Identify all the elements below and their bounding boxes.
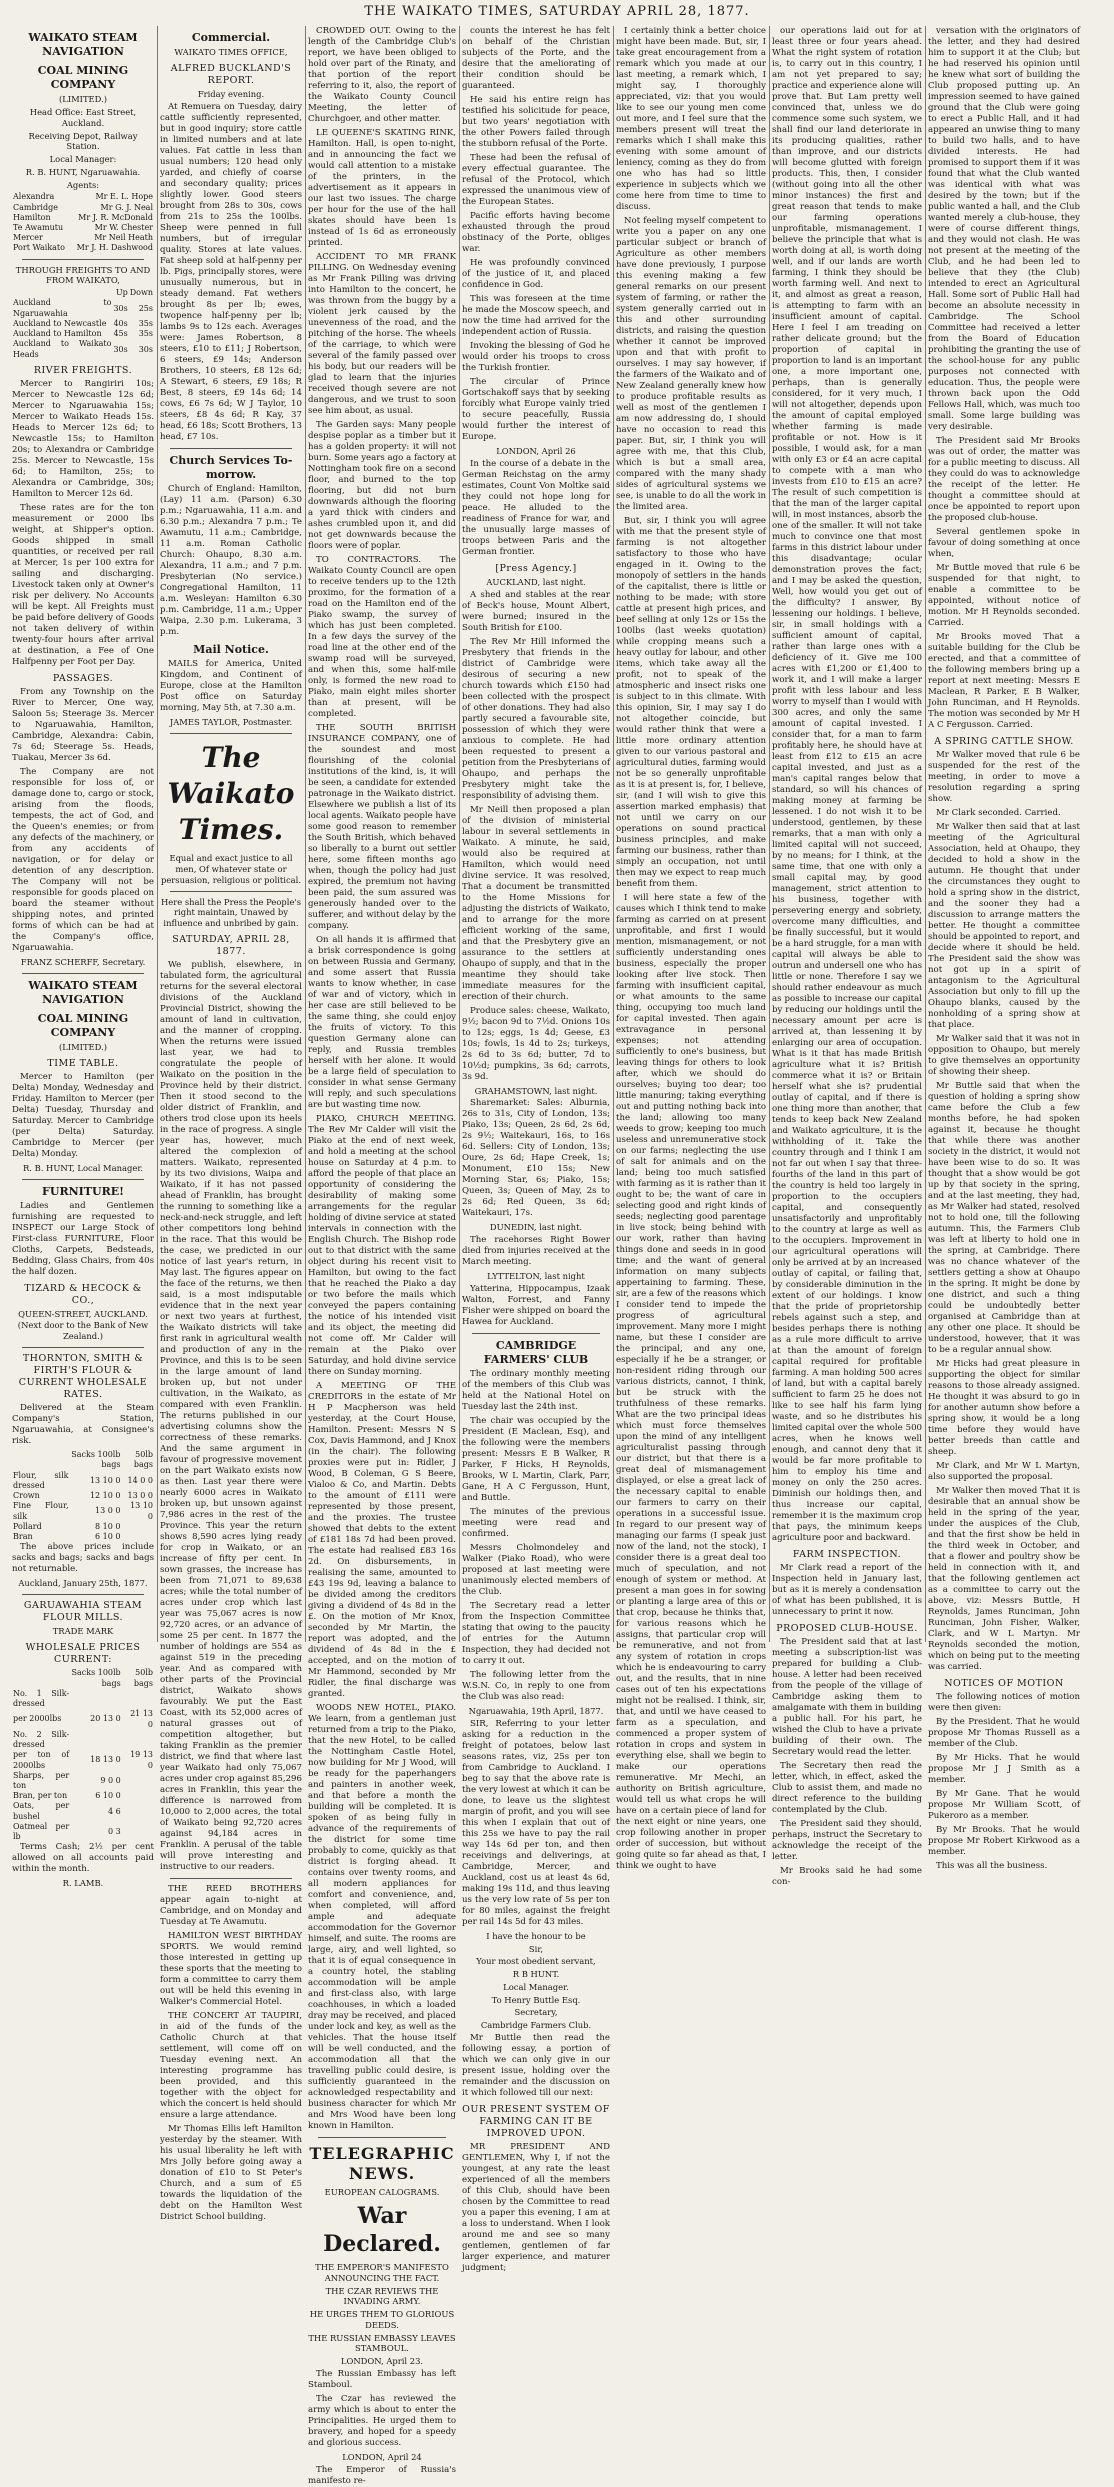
column-5 (616, 26, 766, 1871)
table-cell: Up (115, 288, 128, 298)
thornton-note: Delivered at the Steam Company's Station, Ngaruawahia, at Consignee's risk. (12, 1403, 154, 1447)
table-cell: Alexandra (13, 192, 55, 202)
masthead: THE WAIKATO TIMES, SATURDAY APRIL 28, 1877. (364, 4, 750, 19)
notice-p3: By Mr Hicks. That he would propose Mr J J Smith as a member. (928, 1753, 1080, 1786)
produce-item: Produce sales: cheese, Waikato, 9½; bacon 9d to 7½d. Onions 10s to 12s; eggs, 1s 4d; Geese, £3 10s; fowls, 1s 4d to 2s; turkeys, 2s 6d to 3s 6d; butter, 7d to 10½d; pumpkins, 3s 6d; carrots, 3s 9d. (462, 1005, 610, 1082)
taupiri-concert-item: THE CONCERT AT TAUPIRI, in aid of the funds of the Catholic Church at that settlement, will come off on Tuesday evening next. An interesting programme has been provided, and this together with the object for which the concert is held should ensure a large attendance. (160, 2011, 302, 2121)
table-cell: 45s (113, 329, 128, 339)
table-row (12, 1450, 154, 1470)
column-6 (772, 26, 922, 1888)
table-cell: Sacks 100lb bags (71, 1450, 121, 1470)
show-p4: Mr Walker said that it was not in opposition to Ohaupo, but merely to give themselves an opportunity of showing their sheep. (928, 1034, 1080, 1078)
insurance-item: THE SOUTH BRITISH INSURANCE COMPANY, one of the soundest and most flourishing of the colonial institutions of the kind, is, it will be seen, a candidate for extended patronage in the Waikato district. Elsewhere we publish a list of its local agents. Waikato people have some good reason to remember the South British, which behaved so liberally to a burnt out settler here, some fifteen months ago when, though the policy had just expired, the premium not having been paid, the sum assured was generously handed over to the sufferer, and without delay by the company. (308, 723, 456, 931)
letter-sir: Sir, (528, 1943, 544, 1954)
timetable-title: TIME TABLE. (47, 1057, 119, 1069)
table-cell: 18 13 0 (90, 1755, 121, 1765)
manager-name: R. B. HUNT, Ngaruawahia. (25, 166, 141, 177)
subhead-4: THE RUSSIAN EMBASSY LEAVES STAMBOUL. (308, 2332, 456, 2354)
table-row (12, 1801, 154, 1821)
notice-p6: This was all the business. (936, 1861, 1048, 1872)
telegram-3: The Emperor of Russia's manifesto re- (308, 2464, 456, 2486)
table-row (12, 1522, 154, 1532)
trade-mark: TRADE MARK (52, 1626, 114, 1637)
table-cell: Sharps, per ton (13, 1770, 70, 1790)
essay-p6: our operations laid out for at least three or four years ahead. What the right system of rotation is, to carry out in this country, I am not yet prepared to say; practice and experience alone will prove that. But Lam pretty well convinced that, unless we do commence some such system, we shall find our land deteriorate in its producing qualities, rather than improve, and our districts will become glutted with foreign products. This, then, I consider (without going into all the other minor instances) the first and great reason that tends to make our farming operations unprofitable, mismanagement. I believe the principle that what is worth doing at all, is worth doing well, and if our lands are worth farming, I think they should be worth farming well. And next to it, and almost as great a reason, is attempting to farm with an insufficient amount of capital. Here I feel I am treading on rather delicate ground; but the proportion of capital in proportion to land is an important one, a more important one, perhaps, than is generally considered, for it very much, I will not altogether, depends upon the amount of capital employed whether farming is made profitable or not. How is it possible, I would ask, for a man with only £3 or £4 an acre capital to compete with a man who invests from £10 to £15 an acre? The result of such competition is that the man of the larger capital will, in most instances, absorb the one of the smaller. It will not take much to convince one that most farms in this district labour under this disadvantage; ocular demonstration proves the fact; and I may be asked the question, Well, how would you get out of the difficulty? I answer, By lessening our holdings. I believe, sir, in small holdings with a sufficient amount of capital, rather than large ones with a deficiency of it. Give me 100 acres with £1,200 or £1,400 to work it, and I will make a larger profit with less labour and less worry to myself than I would with 300 acres, and only the same amount of capital invested. I consider that, for a man to farm profitably here, he should have at least from £12 to £15 an acre capital invested, and just as a man's capital ranges below that standard, so will his chances of making money at farming be lessened. I do not wish it to be understood, gentlemen, by these remarks, that a man with only a limited capital will not succeed, by no means; for I think, at the same time, that one with only a small capital may, by good management, strict attention to his business, together with persevering energy and sobriety, overcome many difficulties, and be finally successful, but it would be a hard struggle, for a man with capital will always be able to outrun and undersell one who has little or none. Therefore I say we should rather endeavour as much as possible to increase our capital by reducing our holdings until the necessary amount per acre is arrived at, than lessening it by enlarging our area of occupation. What is it that has made British agriculture what it is? British commerce what it is? or Britain herself what she is? prudential outlay of capital, and if there is one thing more than another, that tends to keep back New Zealand and Waikato agriculture, it is the withholding of it. Take the country through and I think I am not far out when I say that three-fourths of the land in this part of the country is held too largely in proportion to the occupiers capital, and consequently unsatisfactorily and unprofitably to the country at large as well as to the occupiers. Improvement in our agricultural operations will only be arrived at by an increased outlay of capital, or failing that, by considerable diminution in the extent of our holdings. I know that the pride of proprietorship rebels against such a step, and besides perhaps there is nothing as a rule more difficult to arrive at than the amount of foreign capital required for profitable farming. A man holding 500 acres of land, but with a capital barely sufficient to farm 25 he does not like to see half his farm lying waste, and so he distributes his limited capital over the whole 500 acres, when he knows well enough, and cannot deny that it would be far more profitable to him to employ his time and money on only the 250 acres. Diminish our holdings then, and thus increase our capital, remember it is the maximum crop that pays, the minimum keeps agriculture poor and backward. (772, 26, 922, 1543)
letter-date: Ngaruawahia, 19th April, 1877. (468, 1706, 604, 1717)
essay-p5: I will here state a few of the causes which I think tend to make farming as carried on at present unprofitable, and first I would mention, mismanagement, or not sufficiently understanding ones business, especially the proper looking after live stock. Then farming with insufficient capital, or what amounts to the same thing, occupying too much land for capital invested. Then again extravagance in personal expenses; not attending sufficiently to one's business, but leaving things for others to look after, which we should do ourselves; buying too dear; too little manuring; taking everything out and putting nothing back into the land; allowing too many weeds to grow; keeping too much useless and unremunerative stock on our farms; neglecting the use of salt for animals and on the land; being too much satisfied with farming as it is rather than it ought to be; the want of care in selecting good and right kinds of seeds; neglecting good parentage in live stock; being behind with our work, rather than having things done and seeds in in good time; and the want of general information on many subjects appertaining to farming. These, sir, are a few of the reasons which I consider tend to impede the progress of agricultural improvement. Many more I might name, but these I consider are the principal, and any one, especially if he be a stranger, or non-resident riding through our various districts, cannot, I think, but be struck with the truthfulness of these remarks. What are the two principal ideas which must force themselves upon the mind of any intelligent agriculturalist passing through our district, but that there is a great deal of mismanagement displayed, or else a great lack of the necessary capital to enable our farmers to carry on their operations in a successful issue. In regard to our present way of managing our farms (I speak just now of the land, not the stock), I consider there is a great deal too much of speculation, and not enough of system or method. At present a man goes in for sowing or planting a large area of this or that crop, because he thinks that, for various reasons which he assigns, that particular crop will be remunerative, and not from any system of rotation in crops which he is endeavouring to carry out, and the results, that in nine cases out of ten his expectations might not be realised. I think, sir, that, and until we have ceased to farm as a speculation, and commenced a proper system of rotation in crops and system in everything else, shall we begin to make our operations remunerative. Mr Mechi, an authority on British agriculture, would tell us what crops he will have on a certain piece of land for the next eight or nine years, one crop following another in proper order of succession, but without going quite so far ahead as that, I think we ought to have (616, 893, 766, 1871)
table-cell: Te Awamutu (13, 223, 64, 233)
table-cell: 13 10 0 (130, 1501, 153, 1521)
table-cell: Pollard (13, 1521, 42, 1531)
ellis-item: Mr Thomas Ellis left Hamilton yesterday by the steamer. With his usual liberality he left with Mrs Jolly before going away a donation of £10 to St Peter's Church, and a sum of £5 towards the liquidation of the debt on the Hamilton West District School building. (160, 2124, 302, 2223)
clubhouse-p3: The President said they should, perhaps, instruct the Secretary to acknowledge the receipt of the letter. (772, 1819, 922, 1863)
table-cell (122, 1791, 154, 1801)
table-cell: Fine Flour, silk (13, 1501, 69, 1521)
dateline-lyttelton: LYTTELTON, last night (487, 1271, 585, 1282)
show-p8: Mr Walker then moved That it is desirable that an annual show be held in the spring of the year, under the auspices of the Club, and that the first show be held in the third week in October, and that a flower and poultry show be held in connection with it, and that the following gentlemen act as a committee to carry out the above, viz: Messrs Buttle, H Reynolds, James Runciman, John Runciman, John Fisher, Walker, Clark, and W L Martyn. Mr Reynolds seconded the motion, which on being put to the meeting was carried. (928, 1486, 1080, 1673)
telegram-2: The Czar has reviewed the army which is about to enter the Principalities. He urged them to bravery, and hoped for a speedy and glorious success. (308, 2393, 456, 2448)
table-cell (12, 288, 112, 298)
leader-article: We publish, elsewhere, in tabulated form, the agricultural returns for the several electoral divisions of the Auckland Provincial District, showing the amount of land in cultivation, and the manner of cropping. When the returns were issued last year, we had to congratulate the people of Waikato on the position in the Province held by their district. Then it stood second to the older district of Franklin, and others trod close upon its heels in the race of progress. A single year has, however, much altered the complexion of matters. Waikato, represented by its two divisions, Waipa and Waikato, if it has not passed ahead of Franklin, has brought the running to something like a neck-and-neck struggle, and left other competitors long behind in the race. That this would be the case, we predicted in our notice of last year's return, in May last. The figures appear on the face of the returns, we then said, is a most indisputable evidence that in the next year or next two years at furthest, the Waikato districts will take first rank in agricultural wealth and production of any in the Province, and this is to be seen in the large amount of land broken up, but not under cultivation, in the Waikato, as compared with even Franklin. The returns published in our advertising columns show the correctness of these remarks. And the same argument in favour of progressive movement on the part Waikato exists now as then. Last year there were nearly 6000 acres in Waikato broken up, but unsown against 7,986 acres in the rest of the Province. This year the return shows 8,590 acres lying ready for crop in Waikato, or an increase of fifty per cent. In sown grasses, the increase has been from 71,071 to 89,638 acres; while the total number of acres under crop which last year was 75,067 acres is now 92,720 acres, or an advance of some 25 per cent. In 1877 the number of holdings are 554 as against 519 in the preceding year. And as compared with other parts of the Provincial district, Waikato shows favourably. We put the East Coast, with its 52,000 acres of natural grasses out of competition altogether, but taking Franklin as the premier district, we find that where last year Waikato had only 75,067 acres under crop against 85,296 acres in Franklin, this year the difference is narrowed from 10,000 to 2,000 acres, the total of Waikato being 92,720 acres against 94,184 acres in Franklin. A perusal of the table will prove interesting and instructive to our readers. (160, 960, 302, 1873)
table-cell: Mr W. Chester (94, 223, 153, 233)
club-p3: The minutes of the previous meeting were read and confirmed. (462, 1507, 610, 1540)
local-manager-signature: R. B. HUNT, Local Manager. (22, 1163, 144, 1174)
table-row (12, 298, 154, 318)
table-cell: Oats, per bushel (13, 1801, 70, 1821)
clubhouse-p5: versation with the originators of the letter, and they had desired him to support it at the Club; but he had reserved his opinion until he knew what sort of building the Club proposed putting up. An impression seemed to have gained ground that the Club were going to erect a Public Hall, and it had appeared an unwise thing to many to build two halls, and to have divided interests. He had promised to support them if it was found that what the Club wanted was identical with what was desired by the town; but if the public wanted a hall, and the Club wanted merely a club-house, they were of course different things, and they would not clash. He was not present at the meeting of the Club, and he had been led to believe that they (the Club) intended to erect an Agricultural Hall. Some sort of Public Hall had become an absolute necessity in Cambridge. The School Committee had received a letter from the Board of Education prohibiting the granting the use of the school-house for any public purposes not connected with education. Thus, the people were thrown back upon the Odd Fellows Hall, which, was much too small. Some large building was very desirable. (928, 26, 1080, 432)
clubhouse-p1: The President said that at last meeting a subscription-list was prepared for building a Club-house. A letter had been received from the people of the village of Cambridge asking them to amalgamate with them in building a public hall. For his part, he wished the Club to have a private building of their own. The Secretary would read the letter. (772, 1637, 922, 1758)
table-row (12, 1501, 154, 1521)
table-cell (121, 1522, 154, 1532)
thornton-title: THORNTON, SMITH & FIRTH'S FLOUR & CURRENT WHOLESALE RATES. (18, 1352, 148, 1400)
manifesto-4: Pacific efforts having become exhausted through the proud obstinacy of the Porte, obliges war. (462, 211, 610, 254)
table-cell: Auckland to Waikato Heads (13, 339, 112, 359)
table-cell: 8 10 0 (95, 1521, 121, 1531)
table-cell: 40s (113, 318, 128, 328)
newspaper-motto: Equal and exact justice to all men, Of whatever state or persuasion, religious or political. (160, 853, 302, 885)
clubhouse-p8: Mr Buttle moved that rule 6 be suspended for that night, to enable a committee to be appointed, without notice of motion. Mr H Reynolds seconded. Carried. (928, 563, 1080, 628)
dateline-auckland: AUCKLAND, last night. (486, 576, 586, 587)
show-p2: Mr Clark seconded. Carried. (936, 808, 1061, 819)
letter-club: Cambridge Farmers Club. (480, 2020, 592, 2031)
table-cell: 13 10 0 (89, 1475, 121, 1485)
table-row (12, 203, 154, 213)
manifesto-3: These had been the refusal of every effectual guarantee. The refusal of the Protocol, which expressed the unanimous view of the European States. (462, 153, 610, 207)
table-cell: Oatmeal per lb (13, 1821, 70, 1842)
table-cell: 50lb bags (133, 1450, 153, 1470)
flour-date: Auckland, January 25th, 1877. (18, 1578, 148, 1589)
newspaper-title: The Waikato Times. (167, 740, 295, 846)
fire-item: A shed and stables at the rear of Beck's house, Mount Albert, were burned; insured in the South British for £100. (462, 589, 610, 633)
show-p5: Mr Buttle said that when the question of holding a spring show came before the Club a few months before, he had spoken against it, because he thought that while there was another society in the district, it would not have been wise to do so. It was thought that a show would be got up by that society in the spring, and at the last meeting, they had, as Mr Walker had stated, resolved not to hold one, till the following autumn. This, the Farmers Club was left at liberty to hold one in the spring, at Cambridge. There was no chance whatever of the settlers getting a show at Ohaupo in the spring. It might be done by one district, and such a thing could be undoubtedly better organised at Cambridge than at any other one place. It should be understood, however, that it was to be a regular annual show. (928, 1081, 1080, 1356)
flour-table (12, 1450, 154, 1542)
passages-body: From any Township on the River to Mercer, One way, Saloon 5s; Steerage 3s. Mercer to Ngaruawahia, Hamilton, Cambridge, Alexandra: Cabin, 7s 6d; Steerage 5s. Heads, Tuakau, Mercer 3s 6d. (12, 687, 154, 764)
war-declared-headline: War Declared. (323, 2202, 441, 2257)
letter-secretary: Secretary, (514, 2007, 558, 2018)
table-cell: 13 0 0 (95, 1506, 121, 1516)
clubhouse-p7: Several gentlemen spoke in favour of doing something at once when, (928, 527, 1080, 559)
table-row (12, 1668, 154, 1688)
mail-title: Mail Notice. (193, 643, 269, 657)
notice-p1: The following notices of motion were then given: (928, 1692, 1080, 1714)
column-4 (462, 26, 610, 2274)
table-row (12, 288, 154, 298)
table-cell (122, 1730, 154, 1750)
table-cell: Down (129, 288, 153, 298)
agents-heading: Agents: (66, 179, 100, 190)
table-cell: 14 0 0 (127, 1475, 153, 1485)
column-3 (308, 26, 456, 2486)
piako-church-item: PIAKO, CHURCH MEETING. The Rev Mr Calder will visit the Piako at the end of next week, and hold a meeting at the school house on Saturday at 4 p.m. to afford the people of that place an opportunity of considering the desirability of making some arrangements for the regular holding of divine service at stated intervals in connection with the English Church. The Bishop rode out to that district with the same object during his recent visit to Hamilton, but owing to the fact that he reached the Piako a day or two before the mails which conveyed the papers containing the notice of his intended visit and its object, the meeting did not come off. Mr Calder will remain at the Piako over Saturday, and hold divine service there on Sunday morning. (308, 1114, 456, 1377)
dateline-grahamstown: GRAHAMSTOWN, last night. (474, 1085, 598, 1096)
table-cell: Mr G. J. Neal (100, 202, 153, 212)
flour-note: The above prices include sacks and bags; sacks and bags not returnable. (12, 1542, 154, 1575)
letter-manager: Local Manager. (503, 1981, 569, 1992)
club-p4: Messrs Cholmondeley and Walker (Piako Road), who were proposed at last meeting were unanimously elected members of the Club. (462, 1543, 610, 1598)
table-cell: Mr E. L. Hope (95, 192, 153, 202)
commercial-title: Commercial. (191, 31, 271, 44)
company-notice: The Company are not responsible for loss of, or damage done to, cargo or stock, arising from the floods, tempests, the act of God, and the Queen's enemies; or from any defects of the machinery, or from any accidents of navigation, or for delay or detention of any description. The Company will not be responsible for goods placed on board the steamer without shipping notes, and printed forms of which can be had at the Company's office, Ngaruawahia. (12, 767, 154, 954)
table-cell: 19 13 0 (130, 1750, 153, 1770)
farm-inspection-body: Mr Clark read a report of the Inspection held in January last, but as it is merely a condensation of what has been published, it is unnecessary to print it now. (772, 1563, 922, 1618)
table-cell: 30s (138, 344, 153, 354)
table-cell (70, 1689, 121, 1709)
press-motto: Here shall the Press the People's right maintain, Unawed by influence and unbribed by gain. (160, 896, 302, 929)
table-row (12, 1822, 154, 1842)
table-row (12, 1730, 154, 1750)
table-cell: 35s (138, 329, 153, 339)
notices-title: NOTICES OF MOTION (944, 1678, 1064, 1690)
church-services: Church of England: Hamilton, (Lay) 11 a.m. (Parson) 6.30 p.m.; Ngaruawahia, 11 a.m. and 6.30 p.m.; Alexandra 7 p.m.; Te Awamutu, 11 a.m.; Cambridge, 11 a.m. Roman Catholic Church: Ohaupo, 8.30 a.m. Alexandra, 11 a.m.; and 7 p.m. Presbyterian (No service.) Congregational Hamilton, 11 a.m. Wesleyan: Hamilton 6.30 p.m. Cambridge, 11 a.m.; Upper Waipa, 2.30 p.m. Lukerama, 3 p.m. (160, 484, 302, 638)
pilling-accident-item: ACCIDENT TO MR FRANK PILLING. On Wednesday evening as Mr Frank Pilling was driving into Hamilton to the concert, he was thrown from the buggy by a violent jerk caused by the unevenness of the road, and the pitching of the horse. The wheels of the carriage, to which were several of the family passed over his body, but our readers will be glad to learn that the injuries received though severe are not dangerous, and we trust to soon see him about, as usual. (308, 252, 456, 416)
wholesale-title: WHOLESALE PRICES CURRENT: (25, 1642, 141, 1666)
table-cell: 4 6 (107, 1806, 121, 1816)
table-row (12, 213, 154, 223)
table-cell: Flour, silk dressed (13, 1470, 69, 1490)
table-cell (122, 1801, 154, 1821)
club-p6: The following letter from the W.S.N. Co, in reply to one from the Club was also read: (462, 1670, 610, 1703)
table-row (12, 1491, 154, 1501)
letter-to: To Henry Buttle Esq. (491, 1994, 581, 2005)
manifesto-5: He was profoundly convinced of the justice of it, and placed confidence in God. (462, 258, 610, 290)
skating-rink-item: LE QUEENE'S SKATING RINK, Hamilton. Hall, is open to-night, and in announcing the fact we would call attention to a mistake of the printers, in the advertisement as it appears in our last two issues. The charge per hour for the use of the hall skates should have been 1s instead of 1s 6d as erroneously printed. (308, 128, 456, 248)
essay-p1: MR PRESIDENT AND GENTLEMEN, Why I, if not the youngest, at any rate the least experienced of all the members of this Club, should have been chosen by the Committee to read you a paper this evening, I am at a loss to understand. When I look around me and see so many gentlemen, gentlemen of far larger experience, and maturer judgment; (462, 2142, 610, 2274)
local-manager-label: Local Manager: (49, 154, 117, 165)
letter-servant: Your most obedient servant, (476, 1956, 596, 1967)
european-calograms: EUROPEAN CALOGRAMS. (324, 2186, 440, 2197)
telegraphic-title: TELEGRAPHIC NEWS. (309, 2144, 455, 2184)
essay-p3: Not feeling myself competent to write you a paper on any one particular subject or branch of Agriculture as other members have done previously, I purpose this evening making a few general remarks on our present system of farming, or rather the system generally carried out in this and other surrounding districts, and raising the question whether it cannot be improved upon and that with profit to ourselves. I may say however, if the farmers of the Waikato and of New Zealand generally knew how to produce profitable results as well as most of the gentlemen I am now addressing do, I should have no occasion to read this paper. But, sir, I think you will agree with me, that this Club, which is but a small area, compared with the many shady sides of agricultural systems we see, is unable to do all the work in the limited area. (616, 216, 766, 512)
table-cell: 6 10 0 (95, 1532, 121, 1542)
reed-brothers-item: THE REED BROTHERS appear again to-night at Cambridge, and on Monday and Tuesday at Te Awamutu. (160, 1884, 302, 1928)
notice-p5: By Mr Brooks. That he would propose Mr Robert Kirkwood as a member. (928, 1825, 1080, 1858)
crowded-out-item: CROWDED OUT. Owing to the length of the Cambridge Club's report, we have been obliged to hold over part of the Rinaty, and that portion of the report referring to it, also, the report of the Waikato County Council Meeting, the letter of Churchgoer, and other matter. (308, 26, 456, 124)
show-p6: Mr Hicks had great pleasure in supporting the object for similar reasons to those already assigned. He thought it was absurd to go in for another autumn show before a spring show, it would be a long time before they would have better breeds than cattle and sheep. (928, 1359, 1080, 1458)
subhead-1: THE EMPEROR'S MANIFESTO ANNOUNCING THE FACT. (315, 2262, 449, 2283)
show-p7: Mr Clark, and Mr W L Martyn, also supported the proposal. (928, 1461, 1080, 1483)
wholesale-table (12, 1668, 154, 1842)
steam-nav-title: WAIKATO STEAM NAVIGATION (28, 31, 138, 59)
table-cell: Sacks 100lb bags (71, 1668, 121, 1688)
clubhouse-p9: Mr Brooks moved That a suitable building for the Club be erected, and that a committee of the following members bring up a report at next meeting: Messrs E Maclean, R Parker, E B Walker, John Runciman, and H Reynolds. The motion was seconded by Mr H A C Fergusson. Carried. (928, 632, 1080, 730)
moltke-item: In the course of a debate in the German Reichstag on the army estimates, Count Von Moltke said they could not hope long for peace. He alluded to the readiness of France for war, and the unusually large masses of troops between Paris and the German frontier. (462, 458, 610, 557)
table-row (12, 233, 154, 243)
manifesto-8: The circular of Prince Gortschakoff says that by seeking forcibly what Europe vainly tried to secure peacefully, Russia would further the interest of Europe. (462, 377, 610, 442)
column-rule (305, 26, 306, 1642)
issue-date: SATURDAY, APRIL 28, 1877. (172, 933, 290, 958)
manifesto-1: counts the interest he has felt on behalf of the Christian subjects of the Porte, and the desire that the ameliorating of their condition should be guaranteed. (462, 26, 610, 91)
table-cell: 35s (138, 318, 153, 328)
essay-title: OUR PRESENT SYSTEM OF FARMING CAN IT BE IMPROVED UPON. (462, 2103, 610, 2140)
table-cell: 21 13 0 (130, 1709, 153, 1729)
notice-p2: By the President. That he would propose Mr Thomas Russell as a member of the Club. (928, 1717, 1080, 1750)
column-rule (157, 26, 158, 1642)
club-p7: Mr Buttle then read the following essay, a portion of which we can only give in our present issue, holding over the remainder and the discussion on it which followed till our next: (462, 2032, 610, 2098)
table-row (12, 329, 154, 339)
coal-company-title: COAL MINING COMPANY (37, 64, 129, 92)
table-cell: Port Waikato (13, 243, 65, 253)
notice-p4: By Mr Gane. That he would propose Mr William Scott, of Pukeroro as a member. (928, 1789, 1080, 1822)
table-cell (122, 1822, 154, 1842)
contractors-item: TO CONTRACTORS. The Waikato County Council are open to receive tenders up to the 12th proximo, for the formation of a road on the Hamilton end of the Piako swamp, the survey of which has just been completed. In a few days the survey of the road line at the other end of the swamp road will be surveyed, and when this, some half-mile only, is formed the new road to Piako, main eight miles shorter than at present, will be completed. (308, 555, 456, 719)
telegram-1: The Russian Embassy has left Stamboul. (308, 2368, 456, 2390)
mail-notice: MAILS for America, United Kingdom, and Continent of Europe, close at the Hamilton Post office on Saturday morning, May 5th, at 7.30 a.m. (160, 659, 302, 714)
table-cell: Bran (13, 1532, 33, 1542)
letter-close: I have the honour to be (486, 1930, 586, 1941)
table-row (12, 1771, 154, 1791)
table-row (12, 1689, 154, 1709)
freights-table (12, 288, 154, 360)
club-p5: The Secretary read a letter from the Inspection Committee stating that owing to the paucity of entries for the Autumn Inspection, they had decided not to carry it out. (462, 1601, 610, 1667)
racehorse-item: The racehorses Right Bower died from injuries received at the March meeting. (462, 1235, 610, 1268)
club-p2: The chair was occupied by the President (E Maclean, Esq), and the following were the members present: Messrs E B Walker, R Parker, F Hicks, H Reynolds, Brooks, W L Martin, Clark, Parr, Gane, H A C Fergusson, Hunt, and Buttle. (462, 1416, 610, 1504)
table-cell: Crown (13, 1491, 40, 1501)
table-cell: Mercer (13, 233, 43, 243)
postmaster-signature: JAMES TAYLOR, Postmaster. (169, 717, 293, 728)
clubhouse-p4: Mr Brooks said he had some con- (772, 1866, 922, 1888)
table-cell: 0 3 (107, 1827, 121, 1837)
table-row (12, 1532, 154, 1542)
farm-inspection-title: FARM INSPECTION. (792, 1549, 902, 1560)
table-cell: Mr J. H. Dashwood (76, 243, 153, 253)
russia-item: On all hands it is affirmed that a brisk correspondence is going on between Russia and Germany, and some assert that Russia wants to know whether, in case of war and of victory, which in her case are still believed to be the same thing, she could enjoy the fruits of victory. To this question Germany alone can reply, and Russia trembles herself with her alone. It would be a large field of speculation to consider in what sense Germany will reply, and such speculations are but wasting time now. (308, 935, 456, 1110)
table-row (12, 319, 154, 329)
lamb-signature: R. LAMB. (62, 1878, 104, 1889)
shipping-item: Yatterina, Hippocampus, Izaak Walton, Forrest, and Fanny Fisher were shipped on board the Hawea for Auckland. (462, 1283, 610, 1327)
church-title: Church Services To-morrow. (169, 453, 293, 481)
show-p1: Mr Walker moved that rule 6 be suspended for the rest of the meeting, in order to move a resolution regarding a spring show. (928, 750, 1080, 805)
river-freights-title: RIVER FREIGHTS. (33, 364, 133, 376)
table-cell: Auckland to Ngaruawahia (13, 298, 112, 318)
table-cell: 30s (113, 303, 128, 313)
receiving-depot: Receiving Depot, Railway Station. (28, 130, 138, 152)
timetable-body: Mercer to Hamilton (per Delta) Monday, Wednesday and Friday. Hamilton to Mercer (per Delta) Tuesday, Thursday and Saturday. Mercer to Cambridge (per Delta) Saturday. Cambridge to Mercer (per Delta) Monday. (12, 1072, 154, 1160)
coal-company-title-2: COAL MINING COMPANY (37, 1012, 129, 1040)
table-cell: Auckland to Hamilton (13, 329, 102, 339)
letter-body: SIR, Referring to your letter asking for a reduction in the freight of potatoes, below last seasons rates, viz, 25s per ton from Cambridge to Auckland. I beg to say that the above rate is the very lowest at which it can be done, to leave us the slightest margin of profit, and you will see this when I explain that out of this 25s we have to pay the rail way 14s 6d per ton, and then receivings and deliverings, at Cambridge, Mercer, and Auckland, cost us at least 4s 6d, making 19s 11d, and thus leaving us the very low rate of 5s per ton for 80 miles, against the freight per rail 14s 5d for 43 miles. (462, 1718, 610, 1927)
table-cell (122, 1689, 154, 1709)
table-cell: per ton of 2000lbs (13, 1750, 70, 1770)
table-cell (12, 1668, 70, 1688)
table-cell: No. 2 Silk-dressed (13, 1729, 70, 1750)
passages-title: PASSAGES. (52, 673, 114, 685)
column-rule (459, 26, 460, 1642)
column-rule (925, 26, 926, 1642)
column-2 (160, 26, 302, 2223)
table-cell: 9 0 0 (100, 1775, 121, 1785)
buckland-report: At Remuera on Tuesday, dairy cattle sufficiently represented, but in good inquiry; store cattle in limited numbers and at late values. Fat cattle in less than usual numbers; 120 head only yarded, and chiefly of coarse and secondary quality; prices slightly lower. Good steers brought from 28s to 30s, cows from 21s to 25s the 100lbs. Sheep were penned in full numbers, but of irregular quality. Stores at late values. Fat sheep sold at half-penny per lb. Pigs, principally stores, were unusually numerous, but in steady demand. Fat wethers brought 8s per lb; ewes, twopence half-penny per lb; lambs 9s to 12s each. Averages were: James Robertson, 8 steers, £10 to £11; J Robertson, 6 steers, £9 14s; Anderson Brothers, 10 steers, £8 12s 6d; A Stewart, 6 steers, £9 18s; R Best, 8 steers, £9 14s 6d; 14 cows, £6 7s 6d; W J Taylor, 10 steers, £8 4s 6d; R Kay, 37 head, £6 18s; Scott Brothers, 13 head, £7 10s. (160, 101, 302, 442)
agents-table (12, 192, 154, 253)
dateline-dunedin: DUNEDIN, last night. (489, 1222, 583, 1233)
woods-hotel-item: WOODS NEW HOTEL, PIAKO. We learn, from a gentleman just returned from a trip to the Piako, that the new Hotel, to be called the Nottingham Castle Hotel, now building for Mr J Wood, will be ready for the paperhangers and painters in another week, and that before a month the building will be completed. It is spoken of as being fully in advance of the requirements of the district for some time probably to come, quickly as that district is forging ahead. It contains over twenty rooms, and all modern appliances for comfort and convenience, and, when completed, will afford ample and adequate accommodation for the Governor himself, and suite. The rooms are large, airy, and well lighted, so that it is of equal consequence in a country hotel, the stabling accommodation will be ample and first-class also, with large coachhouses, in which a loaded dray may be received, and placed under lock and key, as well as the vehicles. That the house itself will be well conducted, and the accommodation all that the travelling public could desire, is sufficiently guaranteed in the acknowledged respectability and business character for which Mr and Mrs Wood have been long known in Hamilton. (308, 1703, 456, 2131)
furniture-body: Ladies and Gentlemen furnishing are requested to INSPECT our Large Stock of First-class FURNITURE, Floor Cloths, Carpets, Bedsteads, Bedding, Glass Chairs, from 40s the half dozen. (12, 1200, 154, 1277)
limited-label: (LIMITED.) (58, 94, 108, 105)
furniture-title: FURNITURE! (42, 1184, 124, 1198)
presbytery-item: The Rev Mr Hill informed the Presbytery that friends in the district of Cambridge were desirous of securing a new church towards which £150 had been collected with the prospect of other donations. They had also partly secured a favourable site, possession of which they were anxious to complete. He had been requested to present a petition from the Presbyterians of Ohaupo, and perhaps the Presbytery might take the responsibility of advising them. (462, 636, 610, 801)
table-cell: Auckland to Newcastle (13, 318, 107, 328)
terms: Terms Cash; 2½ per cent allowed on all accounts paid within the month. (12, 1842, 154, 1875)
letter-signature: R B HUNT. (512, 1969, 560, 1980)
table-cell: 50lb bags (133, 1668, 153, 1688)
head-office: Head Office: East Street, Auckland. (29, 107, 137, 128)
table-row (12, 1471, 154, 1491)
farmers-club-title: CAMBRIDGE FARMERS' CLUB (483, 1338, 589, 1366)
table-row (12, 1750, 154, 1770)
mills-title: GARUAWAHIA STEAM FLOUR MILLS. (23, 1600, 143, 1624)
table-cell: 30s (113, 344, 128, 354)
table-row (12, 339, 154, 359)
essay-p4: But, sir, I think you will agree with me that the present style of farming is not altogether satisfactory to those who have engaged in it. Owing to the monopoly of settlers in the hands of the capitalist, there is little or nothing to be made; with store cattle at present high prices, and beef selling at only 12s or 15s the 100lbs (last weeks quotation) while cropping means such a heavy outlay for labour, and other items, which take away all the profit, not to speak of the atmospheric and insect risks one is subject to in this climate. With this opinion, Sir, I may say I do not altogether coincide, but would rather think that were a little more ordinary attention given to our various pastoral and agricultural duties, farming would not be so generally unprofitable as it is at present is, for, I believe, sir, (and I will wish to give this assertion marked emphasis) that not until we carry on our operations on sound practical business principles, and make farming our business, rather than simply an occupation, not until then may we expect to reap much benefit from them. (616, 516, 766, 889)
table-cell (121, 1532, 154, 1542)
table-cell (70, 1730, 121, 1750)
neill-item: Mr Neill then proposed a plan of the division of ministerial labour in several settlements in Waikato. A minute, he said, would also be required at Hamilton, which would need divine service. It was resolved, That a document be transmitted to the Home Missions for adjusting the districts of Waikato, and to arrange for the more efficient working of the same, and that the Presbytery give an assurance to the settlers at Ohaupo of supply, and that in the meantime they should take immediate measures for the erection of their church. (462, 804, 610, 1002)
table-cell: Bran, per ton (13, 1791, 68, 1801)
clubhouse-p6: The President said Mr Brooks was out of order, the matter was for a public meeting to discuss. All they could do was to acknowledge the receipt of the letter. He thought a committee should at once be appointed to report upon the proposed club-house. (928, 436, 1080, 523)
table-cell: per 2000lbs (13, 1714, 62, 1724)
dateline-2: LONDON, April 24 (342, 2451, 422, 2462)
table-cell (12, 1450, 70, 1470)
table-cell: Hamilton (13, 212, 51, 222)
cattle-show-title: A SPRING CATTLE SHOW. (934, 736, 1074, 747)
table-row (12, 192, 154, 202)
limited-label-2: (LIMITED.) (58, 1042, 108, 1053)
essay-p2: I certainly think a better choice might have been made. But, sir, I take great encouragement from a remark which you made at our last meeting, a remark which, I might say, I thoroughly appreciated, viz: that you would like to see our young men come out more, and I feel sure that the members present will treat the remarks which I shall make this evening with some amount of leniency, coming as they do from one who has had so little experience in subjects which we come here from time to time to discuss. (616, 26, 766, 212)
buckland-title: ALFRED BUCKLAND'S REPORT. (170, 62, 292, 86)
column-7 (928, 26, 1080, 1872)
table-cell (122, 1771, 154, 1791)
column-rule (613, 26, 614, 1642)
furniture-address: QUEEN-STREET, AUCKLAND. (Next door to the Bank of New Zealand.) (17, 1309, 149, 1341)
manifesto-7: Invoking the blessing of God he would order his troops to cross the Turkish frontier. (462, 341, 610, 373)
secretary-signature: FRANZ SCHERFF, Secretary. (20, 957, 146, 968)
table-cell: 20 13 0 (90, 1714, 121, 1724)
subhead-2: THE CZAR REVIEWS THE INVADING ARMY. (325, 2285, 439, 2307)
table-cell: 13 0 0 (127, 1491, 153, 1501)
table-cell: Cambridge (13, 202, 58, 212)
table-row (12, 1791, 154, 1801)
buckland-date: Friday evening. (197, 89, 265, 100)
river-freights-notes: These rates are for the ton measurement or 2000 lbs weight, at Shipper's option. Goods shipped in small quantities, or received per rail at Mercer, 1s per 100 extra for sailing and discharging. Livestock taken only at Owner's risk per delivery. No Accounts will be kept. All Freights must be paid before delivery of Goods not taken delivery of within twenty-four hours after arrival at destination, a Fee of One Halfpenny per Foot per Day. (12, 503, 154, 668)
steam-nav-title-2: WAIKATO STEAM NAVIGATION (28, 978, 138, 1006)
column-1-advertisements (12, 26, 154, 1889)
table-cell: 25s (138, 303, 153, 313)
creditors-item: A MEETING OF THE CREDITORS in the estate of Mr H P Macpherson was held yesterday, at the Court House, Hamilton. Present: Messrs N S Cox, Davis Hammond, and J Knox (in the chair). The following proxies were put in: Ridler, J Wood, B Coleman, G S Beere, Vialoo & Co, and Martin. Debts to the amount of £111 were represented by those present, and the proxies. The trustee showed that debts to the extent of £181 18s 7d had been proved. The estate had realised £83 16s 2d. On disbursements, in realising the same, amounted to £43 19s 9d, leaving a balance to be divided among the creditors giving a dividend of 4s 8d in the £. On the motion of Mr Knox, seconded by Mr Martin, the report was adopted, and the dividend of 4s 8d in the £ accepted, and on the motion of Mr Hammond, seconded by Mr Ridler, the final discharge was granted. (308, 1381, 456, 1699)
subhead-3: HE URGES THEM TO GLORIOUS DEEDS. (309, 2309, 455, 2330)
poplar-item: The Garden says: Many people despise poplar as a timber but it has a golden property: it will not burn. Some years ago a factory at Nottingham took fire on a second floor, and burned to the top flooring, but did not burn downwards although the flooring a yard thick with cinders and ashes crumbled upon it, and did not get downwards because the floors were of poplar. (308, 420, 456, 551)
table-cell: 12 10 0 (89, 1491, 121, 1501)
river-freights-body: Mercer to Rangiriri 10s; Mercer to Newcastle 12s 6d; Mercer to Ngaruawahia 15s; Mercer to Waikato Heads 15s. Heads to Mercer 12s 6d; to Newcastle 15s; to Hamilton 20s; to Alexandra or Cambridge 25s. Mercer to Newcastle, 15s 6d; to Hamilton, 25s; to Alexandra or Cambridge, 30s; Hamilton to Mercer 12s 6d. (12, 379, 154, 500)
furniture-firm: TIZARD & HECOCK & CO., (24, 1282, 142, 1307)
birthday-sports-item: HAMILTON WEST BIRTHDAY SPORTS. We would remind those interested in getting up these sports that the meeting to form a committee to carry them out will be held this evening in Walker's Commercial Hotel. (160, 1931, 302, 2008)
table-cell: Mr J. R. McDonald (78, 212, 153, 222)
clubhouse-title: PROPOSED CLUB-HOUSE. (776, 1623, 918, 1635)
show-p3: Mr Walker then said that at last meeting of the Agricultural Association, held at Ohaupo, they decided to hold a show in the autumn. He thought that under the circumstances they ought to hold a spring show in the district, and the sooner they had a discussion to arrange matters the better. He thought a committee should be appointed to report, and decide where it should be held. The President said the show was not got up in a spirit of antagonism to the Agricultural Association but only to fill up the Ohaupo blanks, caused by the nonholding of a spring show at that place. (928, 822, 1080, 1031)
column-rule (769, 26, 770, 1642)
table-row (12, 223, 154, 233)
table-cell: No. 1 Silk-dressed (13, 1688, 70, 1709)
table-cell: Mr Neil Heath (94, 233, 153, 243)
manifesto-6: This was foreseen at the time he made the Moscow speech, and now the time had arrived for the independent action of Russia. (462, 294, 610, 337)
club-p1: The ordinary monthly meeting of the members of this Club was held at the National Hotel on Tuesday last the 24th inst. (462, 1369, 610, 1413)
dateline-london: LONDON, April 26 (496, 446, 576, 456)
commercial-office: WAIKATO TIMES OFFICE, (174, 47, 288, 58)
press-agency: [Press Agency.] (495, 562, 577, 574)
table-cell: 6 10 0 (95, 1791, 121, 1801)
sharemarket-item: Sharemarket: Sales: Alburnia, 26s to 31s, City of London, 13s; Piako, 13s; Queen, 2s 6d, 2s 6d, 2s 9½; Waitekauri, 16s, to 16s 6d. Sellers: City of London, 13s; Oure, 2s 6d; Hape Creek, 1s; Monument, £10 15s; New Morning Star, 6s; Piako, 15s; Queen, 3s; Queen of May, 2s to 2s 6d; Red Queen, 3s 6d; Waitekauri, 17s. (462, 1098, 610, 1219)
freights-title: THROUGH FREIGHTS TO AND FROM WAIKATO, (15, 264, 151, 286)
manifesto-2: He said his entire reign has testified his solicitude for peace, but two years' negotiation with the other Powers failed through the stubborn refusal of the Porte. (462, 95, 610, 149)
table-row (12, 1709, 154, 1729)
dateline-1: LONDON, April 23. (340, 2356, 424, 2366)
table-row (12, 243, 154, 253)
clubhouse-p2: The Secretary then read the letter, which, in effect, asked the Club to assist them, and made no direct reference to the building contemplated by the Club. (772, 1761, 922, 1816)
